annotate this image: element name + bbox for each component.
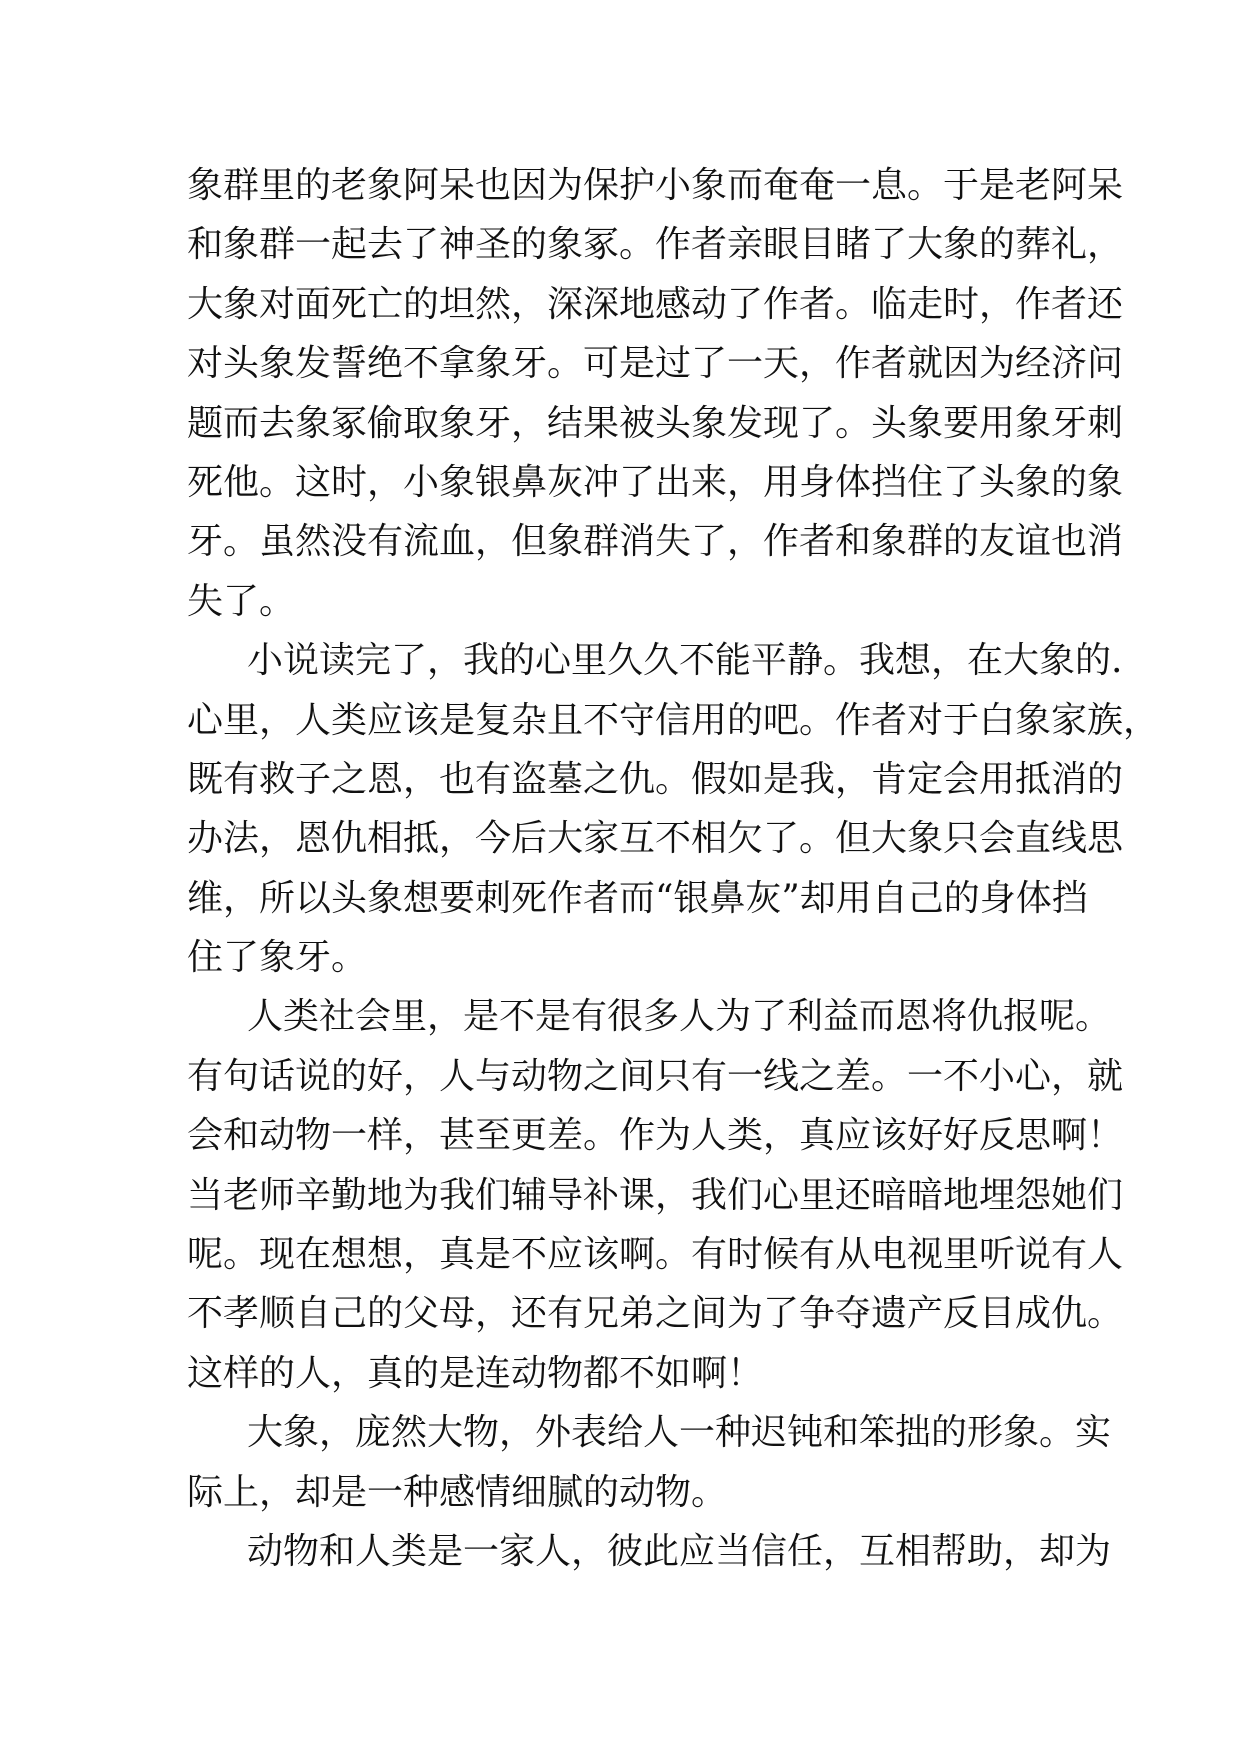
text-line: 大象对面死亡的坦然，深深地感动了作者。临走时，作者还 <box>187 283 1124 325</box>
text-line: 心里，人类应该是复杂且不守信用的吧。作者对于白象家族， <box>187 699 1160 741</box>
text-line: 小说读完了，我的心里久久不能平静。我想，在大象的. <box>247 640 1123 682</box>
text-line: 牙。虽然没有流血，但象群消失了，作者和象群的友谊也消 <box>187 521 1124 563</box>
text-line: 当老师辛勤地为我们辅导补课，我们心里还暗暗地埋怨她们 <box>187 1174 1124 1216</box>
text-line: 既有救子之恩，也有盗墓之仇。假如是我，肯定会用抵消的 <box>187 758 1124 800</box>
text-line: 对头象发誓绝不拿象牙。可是过了一天，作者就因为经济问 <box>187 343 1124 385</box>
text-line: 失了。 <box>187 580 296 622</box>
text-line: 有句话说的好，人与动物之间只有一线之差。一不小心，就 <box>187 1055 1124 1097</box>
text-line: 和象群一起去了神圣的象冢。作者亲眼目睹了大象的葬礼， <box>187 224 1124 266</box>
text-line: 际上，却是一种感情细腻的动物。 <box>187 1471 728 1513</box>
text-line: 会和动物一样，甚至更差。作为人类，真应该好好反思啊！ <box>187 1115 1124 1157</box>
text-line: 不孝顺自己的父母，还有兄弟之间为了争夺遗产反目成仇。 <box>187 1293 1124 1335</box>
text-line: 动物和人类是一家人，彼此应当信任，互相帮助，却为 <box>247 1530 1112 1572</box>
text-line: 住了象牙。 <box>187 937 368 979</box>
text-line: 这样的人，真的是连动物都不如啊！ <box>187 1352 764 1394</box>
text-line: 大象，庞然大物，外表给人一种迟钝和笨拙的形象。实 <box>247 1412 1112 1454</box>
body-text <box>187 156 1160 1581</box>
text-line: 呢。现在想想，真是不应该啊。有时候有从电视里听说有人 <box>187 1234 1124 1276</box>
text-line: 死他。这时，小象银鼻灰冲了出来，用身体挡住了头象的象 <box>187 461 1124 503</box>
text-line: 维，所以头象想要刺死作者而“银鼻灰”却用自己的身体挡 <box>187 877 1088 919</box>
text-line: 办法，恩仇相抵，今后大家互不相欠了。但大象只会直线思 <box>187 818 1124 860</box>
text-line: 题而去象冢偷取象牙，结果被头象发现了。头象要用象牙刺 <box>187 402 1124 444</box>
text-line: 人类社会里，是不是有很多人为了利益而恩将仇报呢。 <box>247 996 1112 1038</box>
text-line: 象群里的老象阿呆也因为保护小象而奄奄一息。于是老阿呆 <box>187 165 1124 206</box>
